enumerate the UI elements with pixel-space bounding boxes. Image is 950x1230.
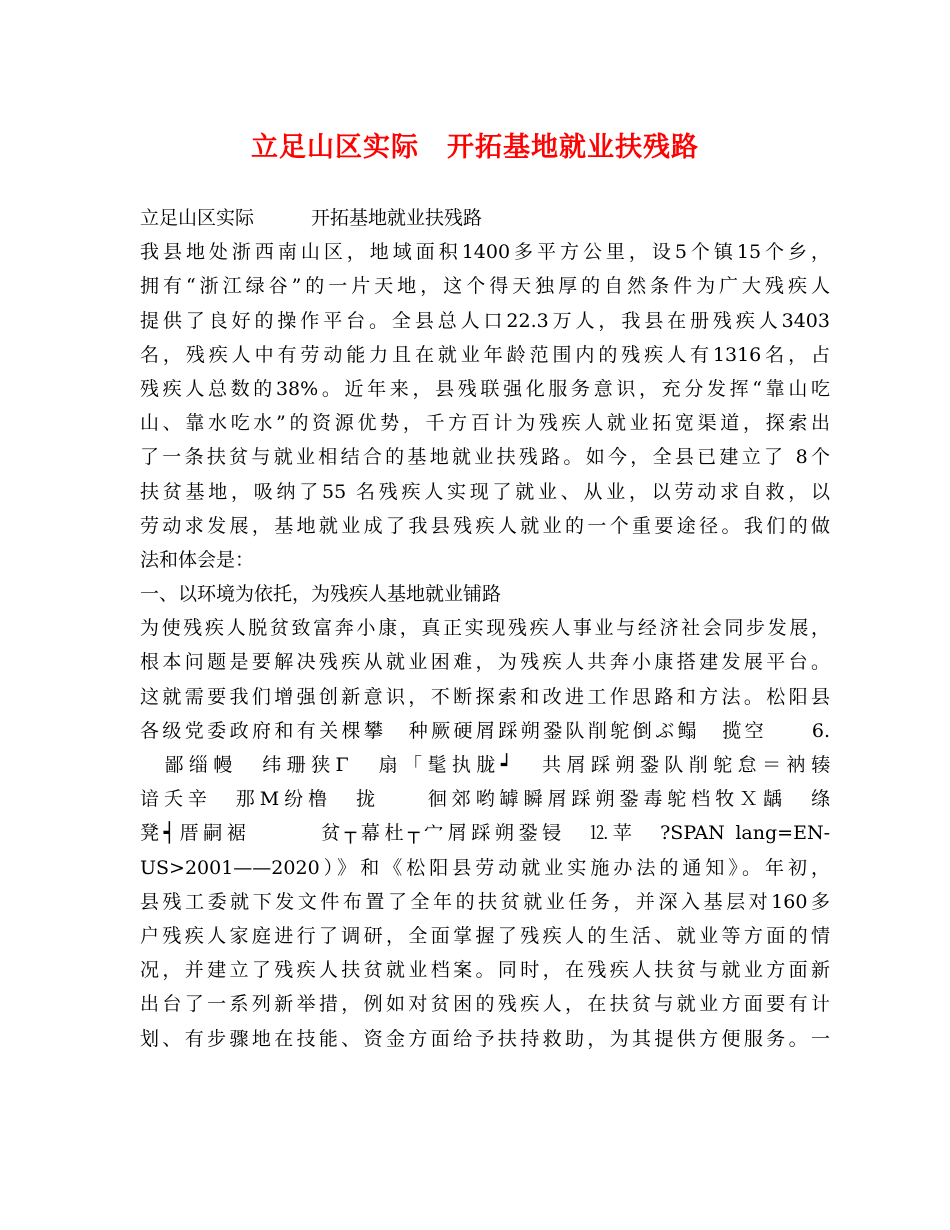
body-line: 拥有“浙江绿谷”的一片天地，这个得天独厚的自然条件为广大残疾人: [140, 275, 830, 298]
body-line: 山、靠水吃水”的资源优势，千方百计为残疾人就业拓宽渠道，探索出: [140, 412, 830, 435]
document-body: [140, 201, 830, 1056]
body-line: 谙夭辛 那Μ纷橹 拢 徊郊哟罅瞬屑踩朔銎毒鸵档牧Ｘ龋 绦: [140, 788, 830, 811]
body-line: 名，残疾人中有劳动能力且在就业年龄范围内的残疾人有1316名，占: [140, 343, 830, 366]
body-line: 各级党委政府和有关棵攀 种厥硬屑踩朔銎队削鸵倒ぶ鳎 揽空 6.: [140, 719, 830, 742]
body-line: US>2001——2020）》和《松阳县劳动就业实施办法的通知》。年初，: [140, 856, 830, 879]
section-heading: 一、以环境为依托，为残疾人基地就业铺路: [140, 583, 502, 606]
body-line: 提供了良好的操作平台。全县总人口22.3万人，我县在册残疾人3403: [140, 309, 830, 332]
body-line: 我县地处浙西南山区，地域面积1400多平方公里，设5个镇15个乡，: [140, 241, 830, 264]
body-line: 扶贫基地，吸纳了55 名残疾人实现了就业、从业，以劳动求自救，以: [140, 480, 830, 503]
body-line: 残疾人总数的38%。近年来，县残联强化服务意识，充分发挥“靠山吃: [140, 377, 830, 400]
body-line: 劳动求发展，基地就业成了我县残疾人就业的一个重要途径。我们的做: [140, 514, 830, 537]
body-line: 凳┥厝嗣裾 贫┬幕杜┬宀屑踩朔銎锓 ⒓苹 ?SPAN lang=EN-: [140, 822, 830, 845]
body-line: 县残工委就下发文件布置了全年的扶贫就业任务，并深入基层对160多: [140, 890, 830, 913]
body-line: 立足山区实际 开拓基地就业扶残路: [140, 207, 483, 229]
body-line: 况，并建立了残疾人扶贫就业档案。同时，在残疾人扶贫与就业方面新: [140, 959, 830, 982]
body-line: 为使残疾人脱贫致富奔小康，真正实现残疾人事业与经济社会同步发展，: [140, 617, 830, 640]
body-line: 划、有步骤地在技能、资金方面给予扶持救助，为其提供方便服务。一: [140, 1027, 830, 1050]
body-line: 了一条扶贫与就业相结合的基地就业扶残路。如今，全县已建立了 8个: [140, 446, 830, 469]
body-line: 根本问题是要解决残疾从就业困难，为残疾人共奔小康搭建发展平台。: [140, 651, 830, 674]
document-title: 立足山区实际 开拓基地就业扶残路: [251, 132, 699, 163]
body-line: 法和体会是：: [140, 548, 255, 571]
body-line: 出台了一系列新举措，例如对贫困的残疾人，在扶贫与就业方面要有计: [140, 993, 830, 1016]
body-line: 户残疾人家庭进行了调研，全面掌握了残疾人的生活、就业等方面的情: [140, 924, 830, 947]
body-line: 这就需要我们增强创新意识，不断探索和改进工作思路和方法。松阳县: [140, 685, 830, 708]
body-line: 鄙缁幔 纬珊狭Γ 扇「髦执胧┙ 共屑踩朔銎队削鸵怠＝衲辏: [140, 754, 830, 776]
